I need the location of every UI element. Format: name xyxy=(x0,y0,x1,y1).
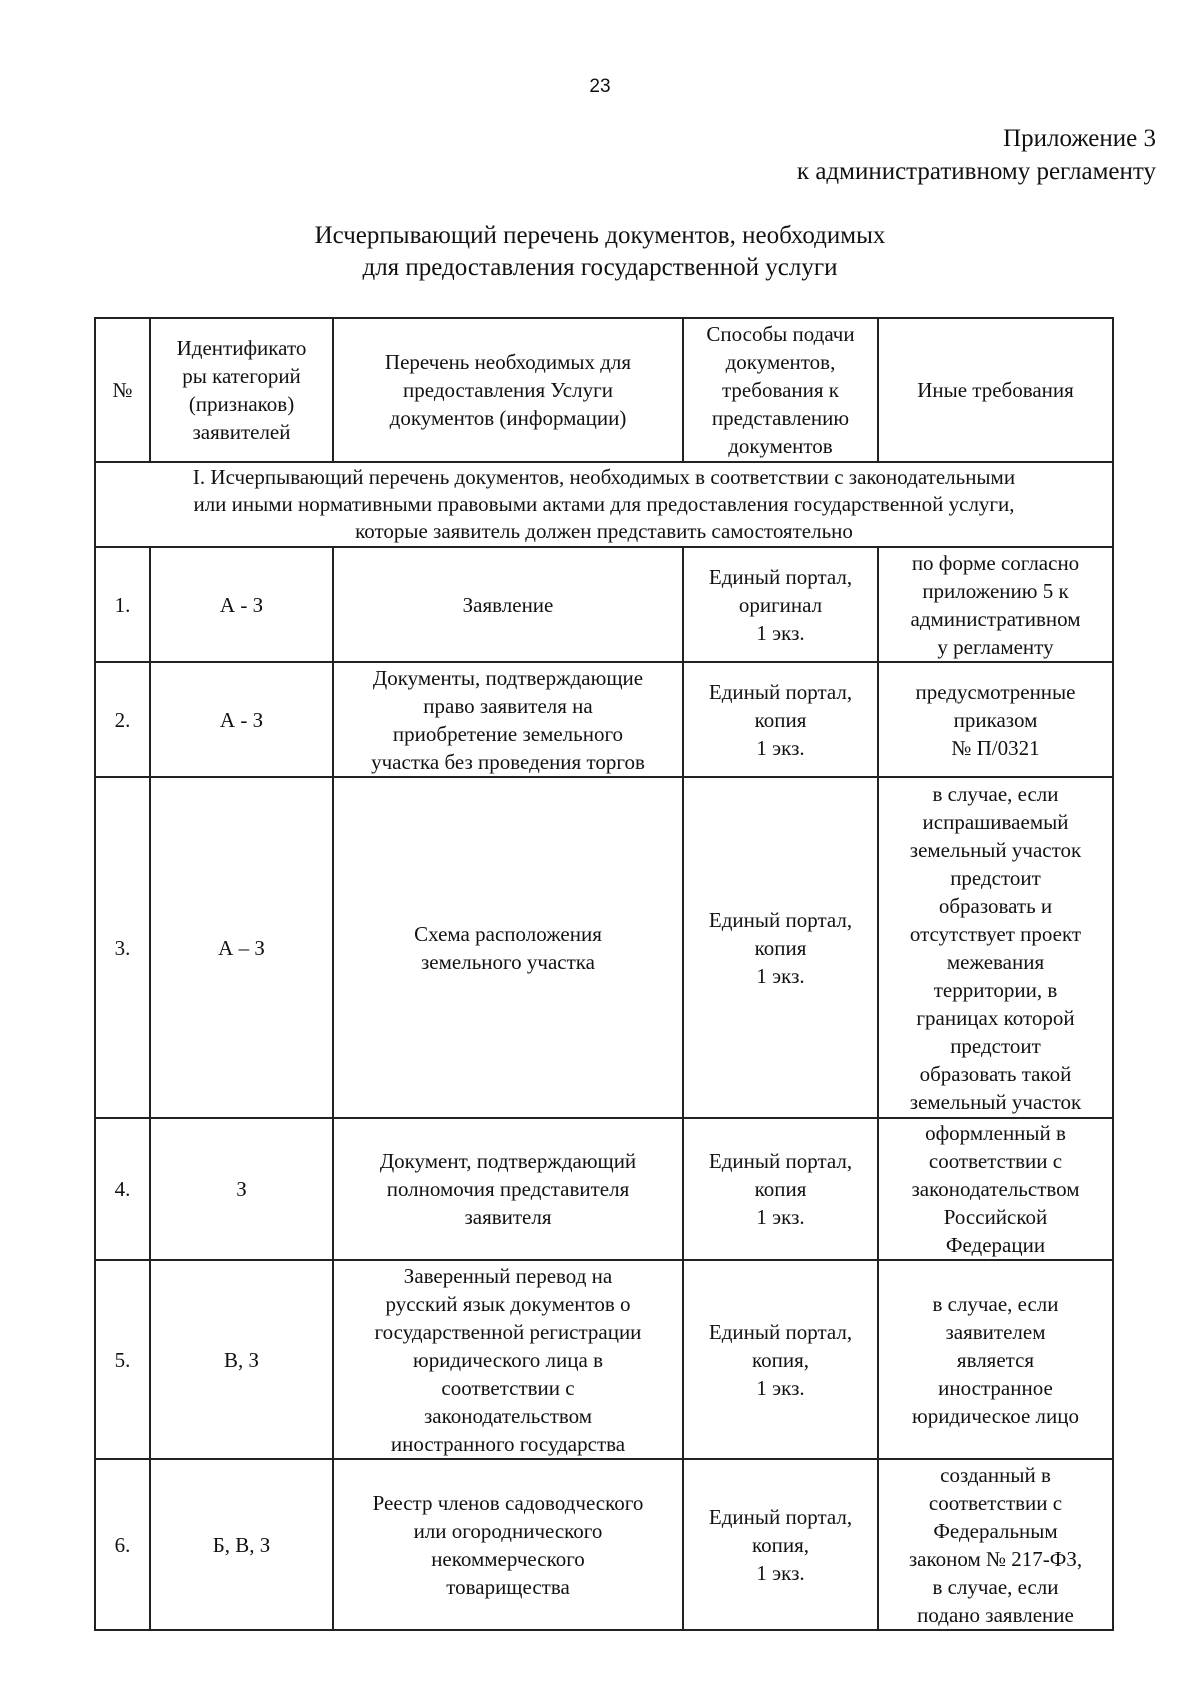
section-title: I. Исчерпывающий перечень документов, необходимых в соответствии с законодательными или иными нормативными правовыми актами для предоставления государственной услуги, которые заявитель должен представить самостоятельно xyxy=(95,462,1113,547)
header-other-requirements: Иные требования xyxy=(878,318,1113,462)
table-row xyxy=(95,547,1113,662)
table-row xyxy=(95,1459,1113,1630)
row-requirements: оформленный в соответствии с законодательством Российской Федерации xyxy=(878,1118,1113,1260)
row-category: А – З xyxy=(150,777,333,1118)
table-row xyxy=(95,662,1113,777)
table-row xyxy=(95,777,1113,1118)
table-row xyxy=(95,1118,1113,1260)
row-category: А - З xyxy=(150,547,333,662)
documents-table xyxy=(94,317,1114,1631)
row-method: Единый портал, копия, 1 экз. xyxy=(683,1459,878,1630)
row-category: А - З xyxy=(150,662,333,777)
appendix-line-1: Приложение 3 xyxy=(1003,125,1156,152)
row-document: Заявление xyxy=(333,547,683,662)
appendix-header xyxy=(797,122,1156,188)
header-categories: Идентификато ры категорий (признаков) заявителей xyxy=(150,318,333,462)
row-method: Единый портал, копия 1 экз. xyxy=(683,1118,878,1260)
row-number: 6. xyxy=(95,1459,150,1630)
row-document: Документ, подтверждающий полномочия представителя заявителя xyxy=(333,1118,683,1260)
row-number: 2. xyxy=(95,662,150,777)
row-method: Единый портал, копия 1 экз. xyxy=(683,777,878,1118)
header-number: № xyxy=(95,318,150,462)
row-requirements: в случае, если заявителем является иностранное юридическое лицо xyxy=(878,1260,1113,1459)
document-title xyxy=(0,220,1200,284)
row-method: Единый портал, копия, 1 экз. xyxy=(683,1260,878,1459)
row-requirements: предусмотренные приказом № П/0321 xyxy=(878,662,1113,777)
document-title-line-1: Исчерпывающий перечень документов, необходимых xyxy=(314,222,886,249)
section-row xyxy=(95,462,1113,547)
row-requirements: в случае, если испрашиваемый земельный участок предстоит образовать и отсутствует проект межевания территории, в границах которой предстоит образовать такой земельный участок xyxy=(878,777,1113,1118)
row-method: Единый портал, оригинал 1 экз. xyxy=(683,547,878,662)
row-document: Заверенный перевод на русский язык документов о государственной регистрации юридического лица в соответствии с законодательством иностранного государства xyxy=(333,1260,683,1459)
row-number: 1. xyxy=(95,547,150,662)
header-submission-methods: Способы подачи документов, требования к представлению документов xyxy=(683,318,878,462)
row-document: Документы, подтверждающие право заявителя на приобретение земельного участка без проведения торгов xyxy=(333,662,683,777)
row-number: 5. xyxy=(95,1260,150,1459)
appendix-line-2: к административному регламенту xyxy=(796,158,1156,185)
row-category: Б, В, З xyxy=(150,1459,333,1630)
row-requirements: созданный в соответствии с Федеральным законом № 217-ФЗ, в случае, если подано заявление xyxy=(878,1459,1113,1630)
row-requirements: по форме согласно приложению 5 к административном у регламенту xyxy=(878,547,1113,662)
row-category: В, З xyxy=(150,1260,333,1459)
row-document: Схема расположения земельного участка xyxy=(333,777,683,1118)
row-method: Единый портал, копия 1 экз. xyxy=(683,662,878,777)
row-category: З xyxy=(150,1118,333,1260)
table-header-row xyxy=(95,318,1113,462)
table-row xyxy=(95,1260,1113,1459)
row-number: 3. xyxy=(95,777,150,1118)
row-number: 4. xyxy=(95,1118,150,1260)
header-documents: Перечень необходимых для предоставления Услуги документов (информации) xyxy=(333,318,683,462)
page-number: 23 xyxy=(589,76,611,97)
row-document: Реестр членов садоводческого или огороднического некоммерческого товарищества xyxy=(333,1459,683,1630)
document-title-line-2: для предоставления государственной услуги xyxy=(362,254,838,281)
